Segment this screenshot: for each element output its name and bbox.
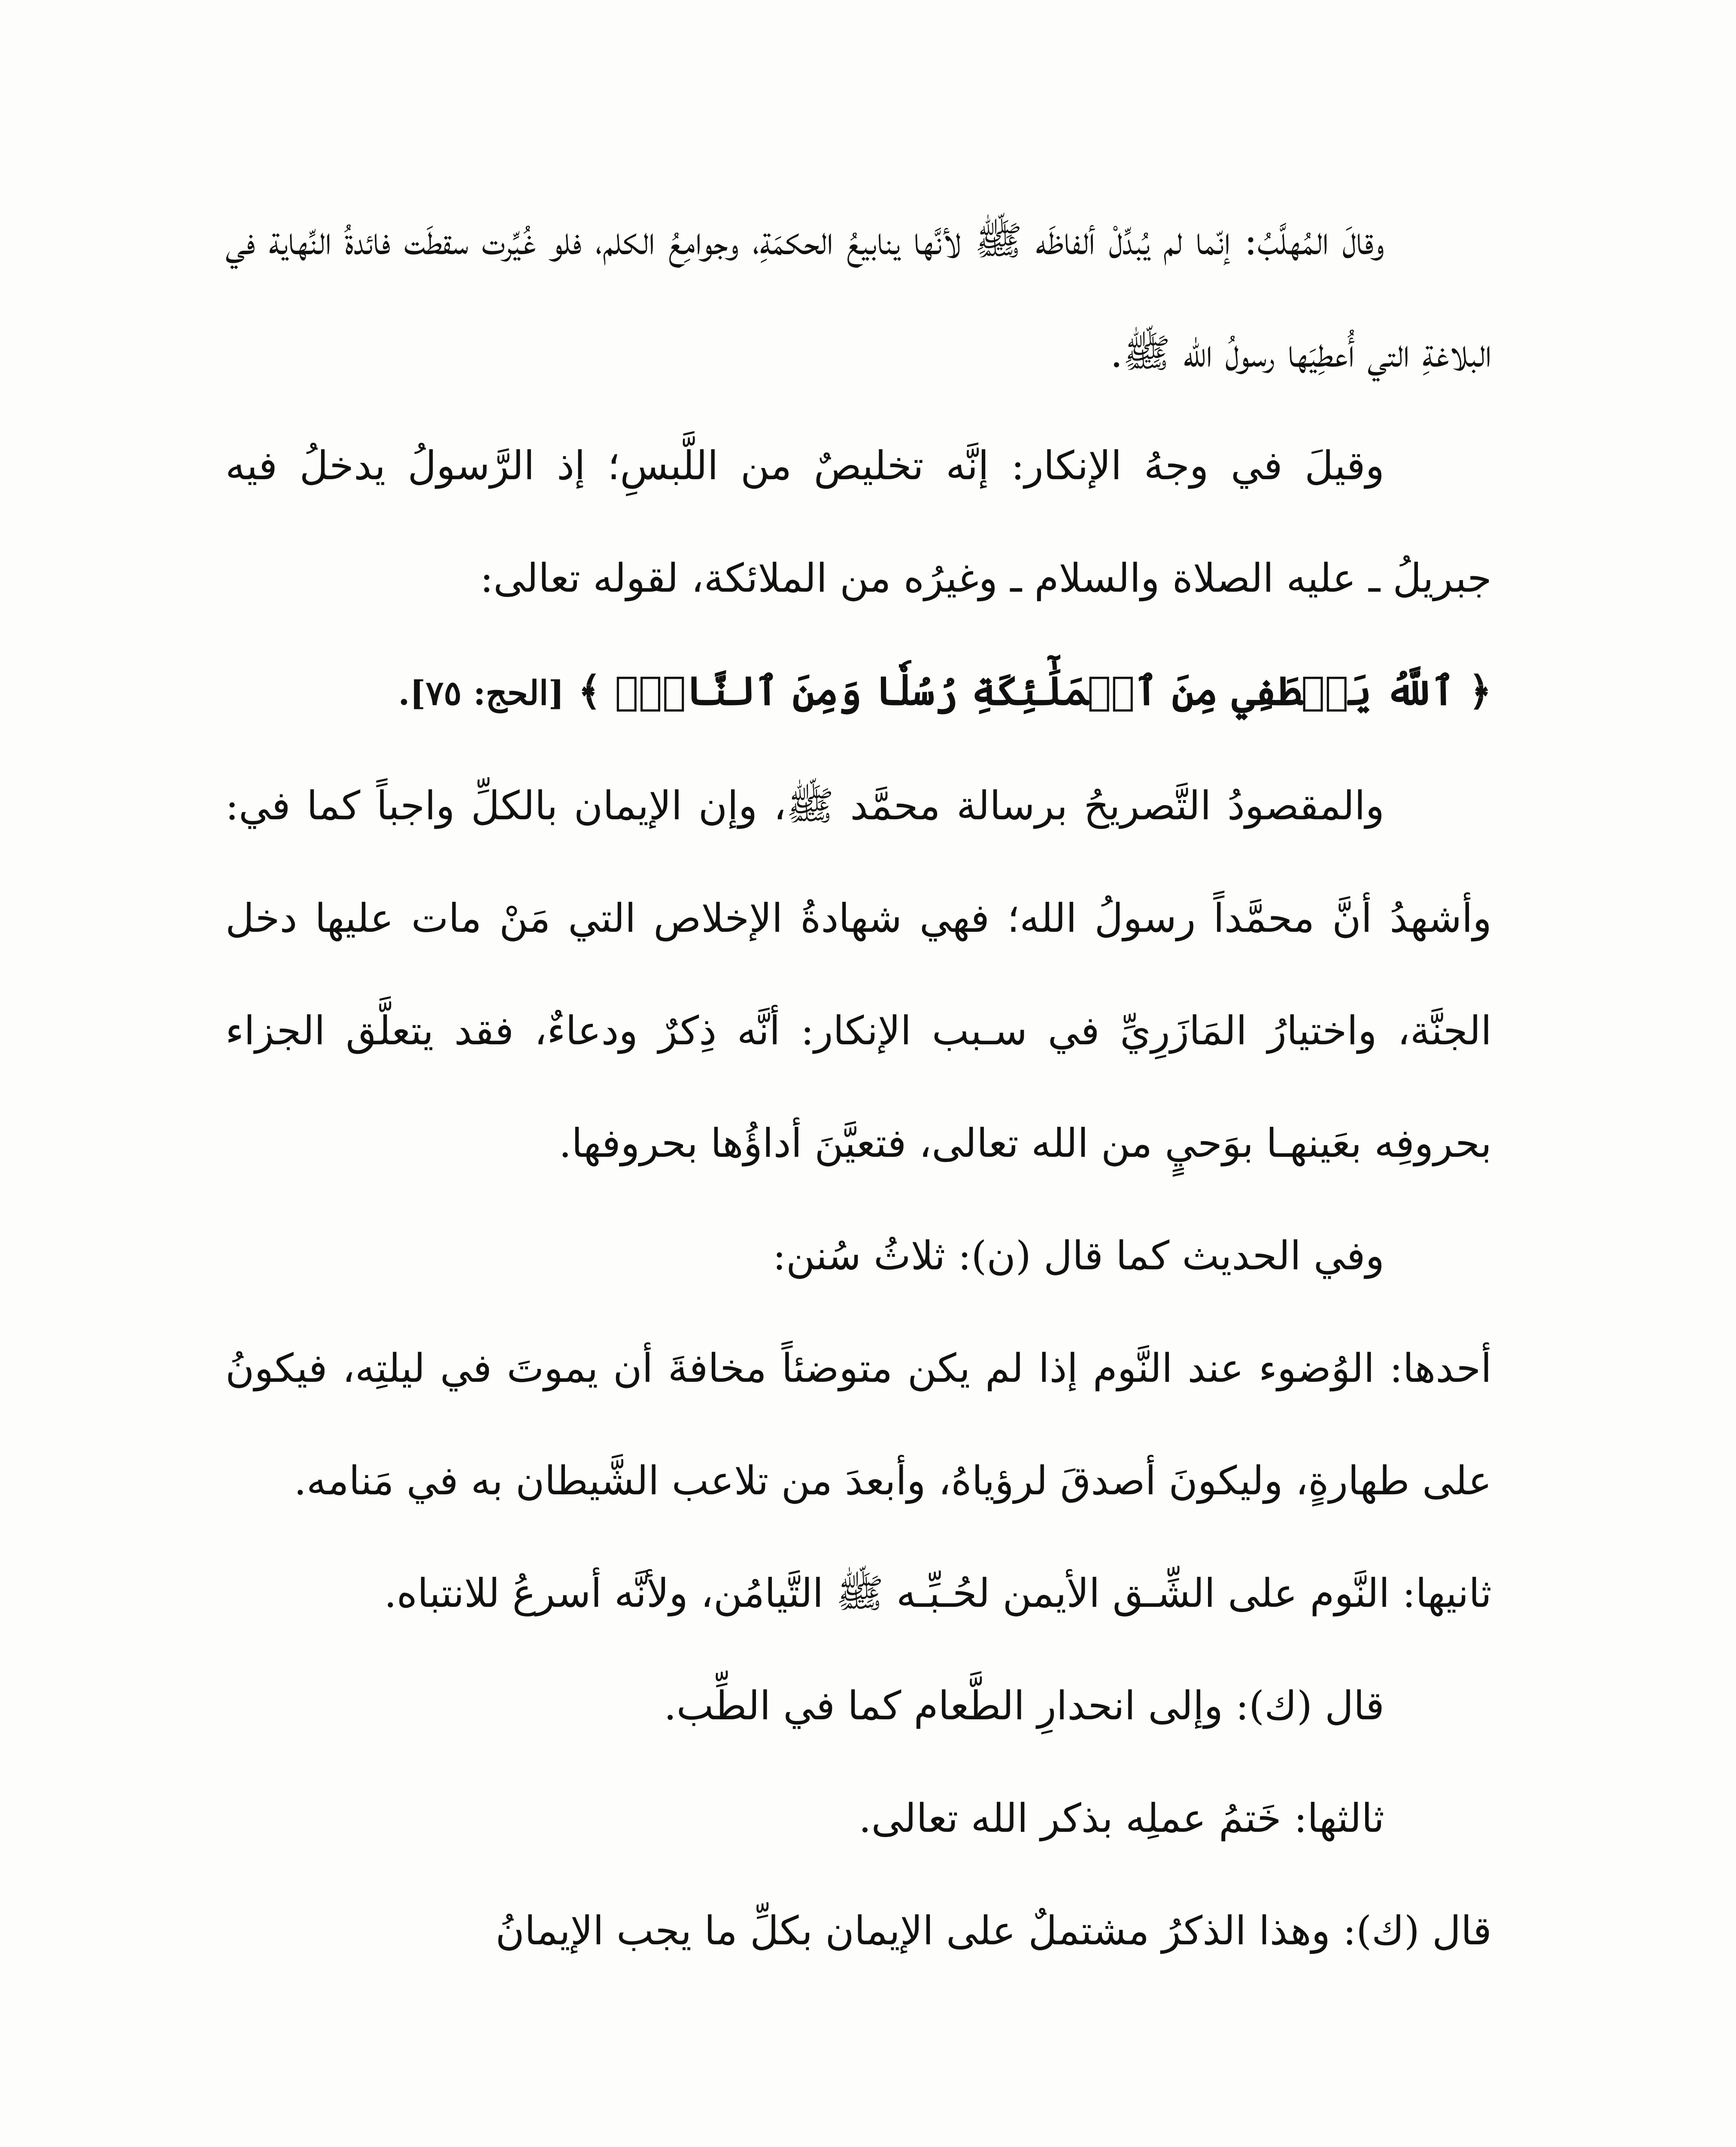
quran-verse-reference: [الحج: ٧٥]. [398, 674, 565, 713]
quran-verse-text: ﴿ ٱللَّهُ يَصۡطَفِي مِنَ ٱلۡمَلَٰٓئِكَةِ رُسُلٗا وَمِنَ ٱلنَّاسِۚ ﴾ [578, 668, 1492, 714]
paragraph-inkar: وقيلَ في وجهُ الإنكار: إنَّه تخليصٌ من اللَّبسِ؛ إذ الرَّسولُ يدخلُ فيه جبريلُ ـ عليه الصلاة والسلام ـ وغيرُه من الملائكة، لقوله تعالى: [225, 443, 1492, 601]
paragraph-qal-k-2: قال (ك): وهذا الذكرُ مشتملٌ على الإيمان بكلِّ ما يجب الإيمانُ [495, 1908, 1492, 1954]
paragraph-first: أحدها: الوُضوء عند النَّوم إذا لم يكن متوضئاً مخافةَ أن يموتَ في ليلتِه، فيكونُ على طهارةٍ، وليكونَ أصدقَ لرؤياهُ، وأبعدَ من تلاعب الشَّيطان به في مَنامه. [225, 1345, 1492, 1504]
quran-verse [225, 635, 1492, 750]
paragraph-maqsud: والمقصودُ التَّصريحُ برسالة محمَّد ﷺ، وإن الإيمان بالكلِّ واجباً كما في: وأشهدُ أنَّ محمَّداً رسولُ الله؛ فهي شهادةُ الإخلاص التي مَنْ مات عليها دخل الجنَّة، واختيارُ المَازَرِيِّ في سـبب الإنكار: أنَّه ذِكرٌ ودعاءٌ، فقد يتعلَّق الجزاء بحروفِه بعَينهـا بوَحيٍ من الله تعالى، فتعيَّنَ أداؤُها بحروفها. [225, 783, 1492, 1166]
paragraph-qal-k-1: قال (ك): وإلى انحدارِ الطَّعام كما في الطِّب. [664, 1683, 1384, 1729]
body-text [225, 185, 1492, 1987]
paragraph-muhallab: وقالَ المُهلَّبُ: إنّما لم يُبدِّلْ ألفاظَه ﷺ لأنَّها ينابيعُ الحكمَةِ، وجوامِعُ الكلم، فلو غُيِّرت سقطَت فائدةُ النِّهاية في البلاغةِ التي أُعطِيَها رسولُ الله ﷺ. [225, 218, 1492, 376]
paragraph-second: ثانيها: النَّوم على الشِّـق الأيمن لحُـبِّـه ﷺ التَّيامُن، ولأنَّه أسرعُ للانتباه. [384, 1570, 1492, 1616]
paragraph-third: ثالثها: خَتمُ عملِه بذكر الله تعالى. [859, 1795, 1384, 1841]
paragraph-three-sunan: وفي الحديث كما قال (ن): ثلاثُ سُنن: [773, 1233, 1384, 1279]
